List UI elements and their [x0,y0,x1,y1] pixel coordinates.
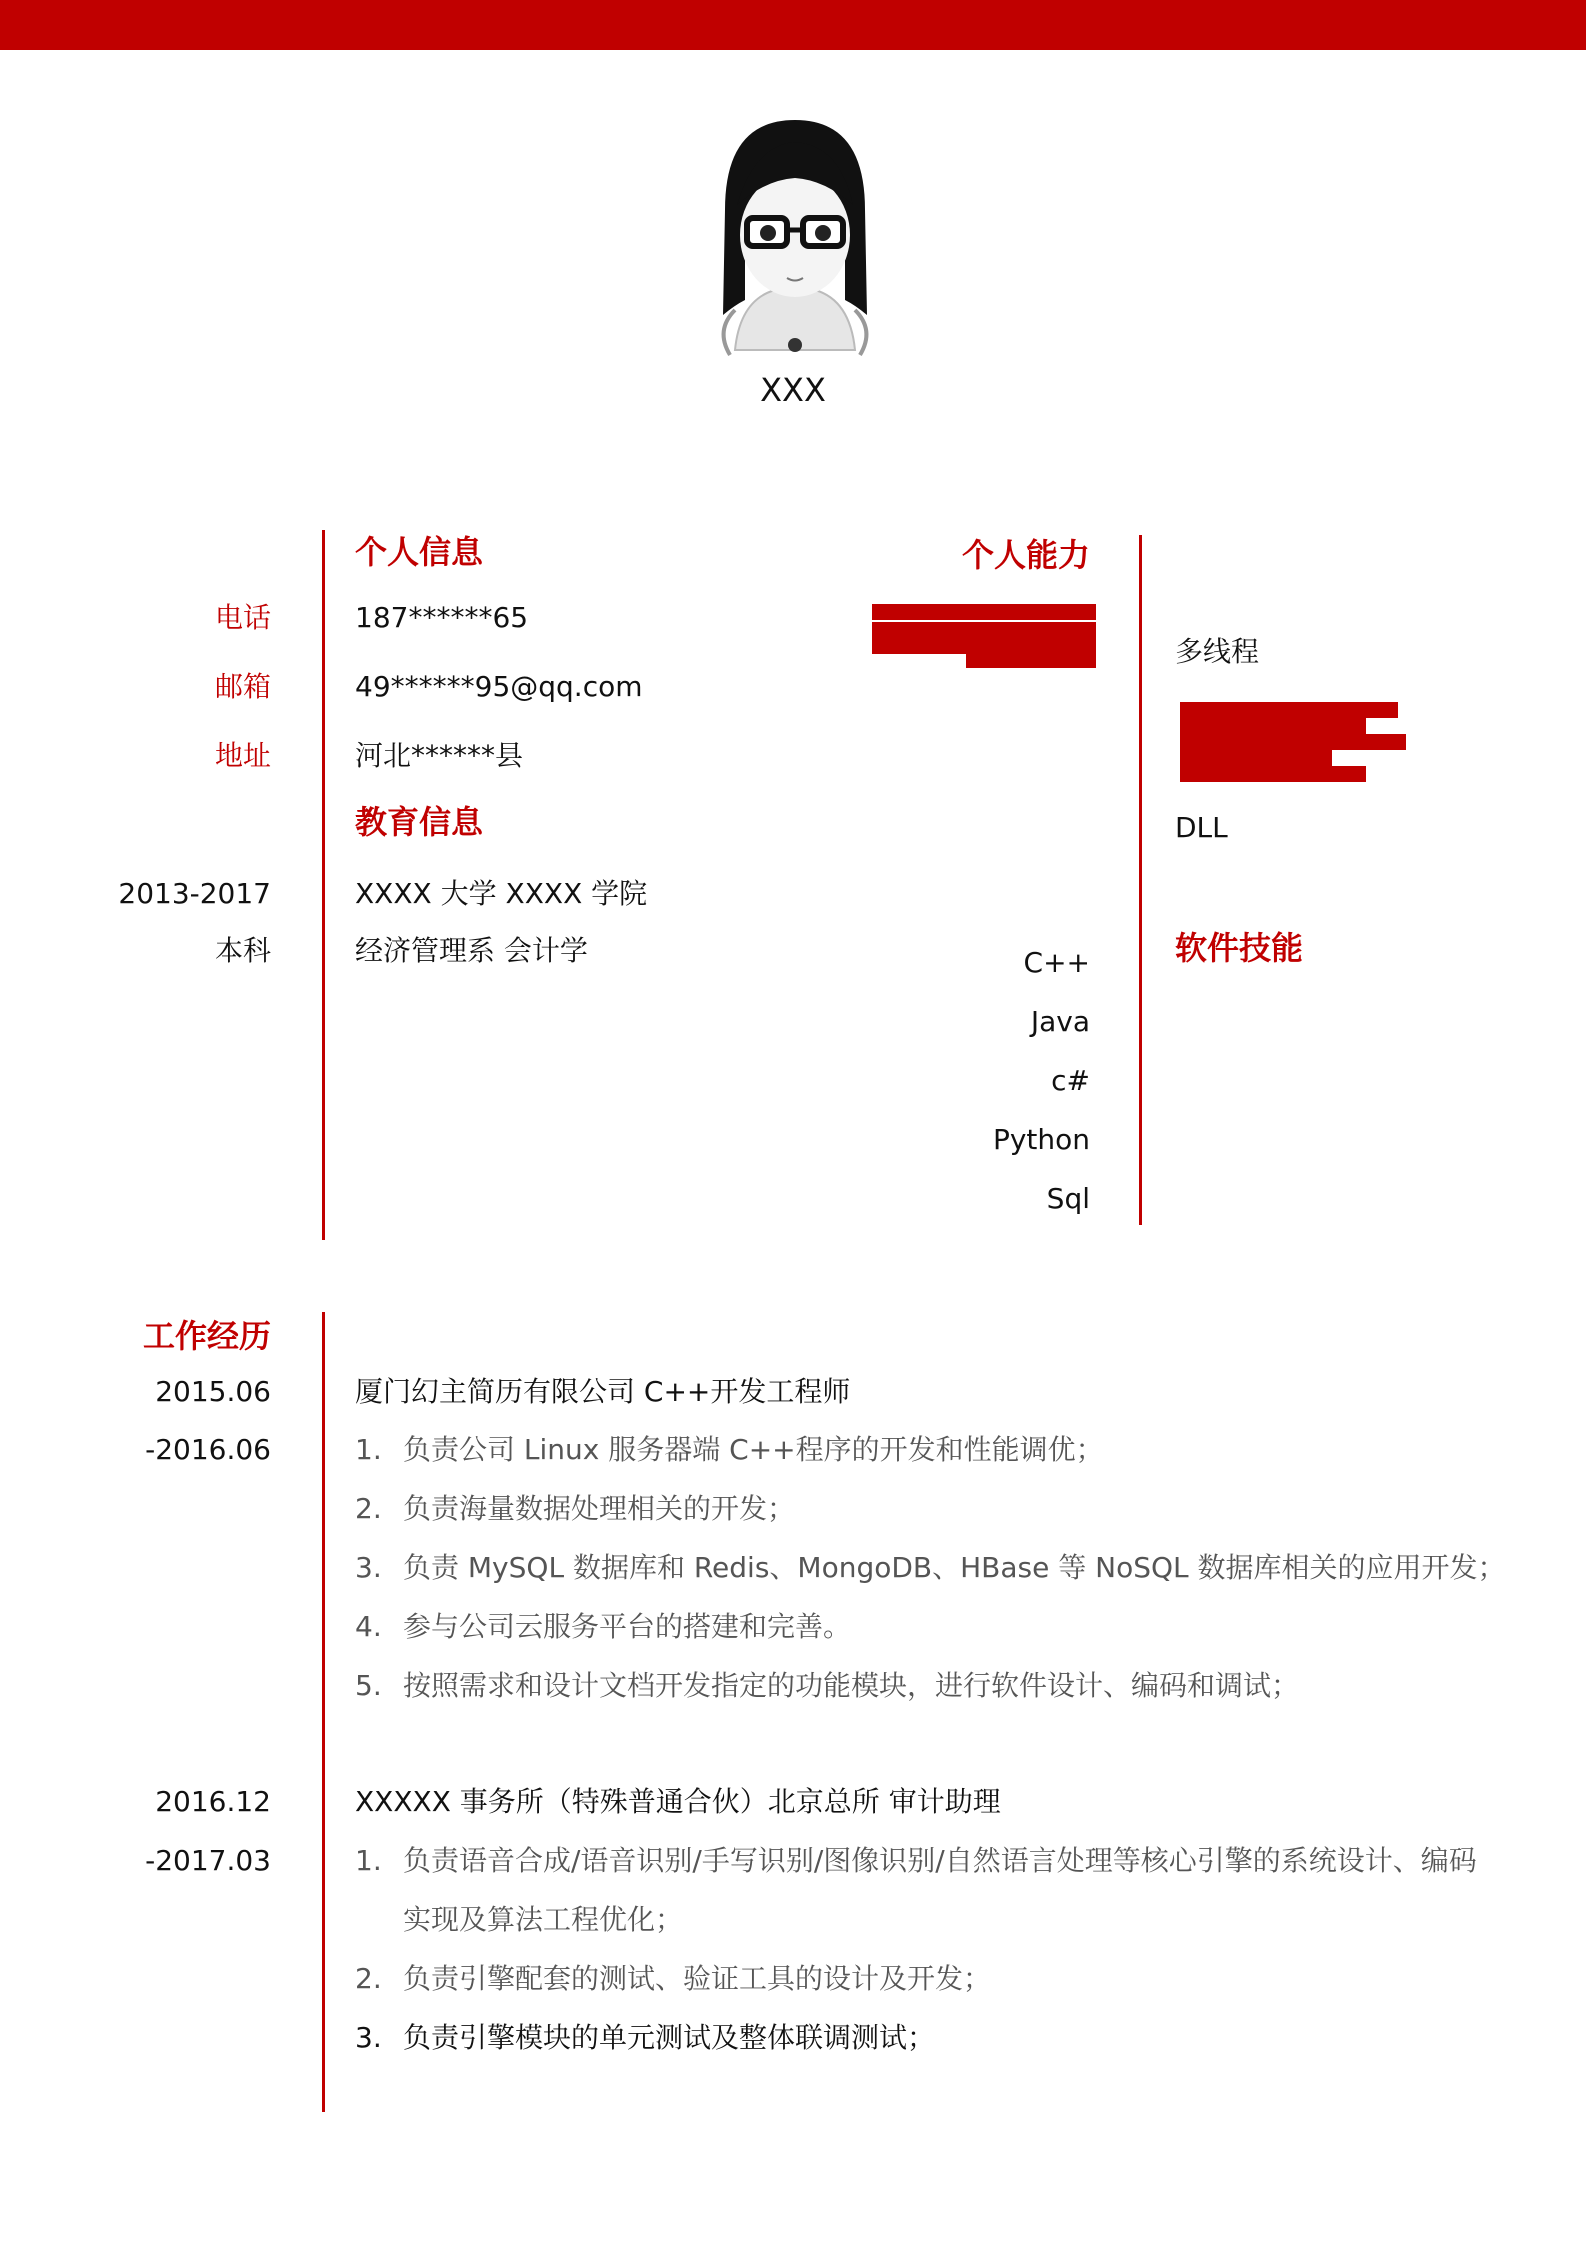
top-accent-bar [0,0,1586,50]
redaction-block [1180,702,1398,718]
duty-text: 负责引擎模块的单元测试及整体联调测试； [403,2021,936,2054]
software-item: Python [992,1123,1090,1156]
email-label: 邮箱 [214,670,271,703]
left-divider-bottom [322,1312,325,2112]
redaction-block [1180,750,1332,766]
address-label: 地址 [214,739,271,772]
duty-text: 参与公司云服务平台的搭建和完善。 [403,1610,852,1643]
job-duty [355,1432,1104,1468]
duty-text: 按照需求和设计文档开发指定的功能模块，进行软件设计、编码和调试； [403,1669,1300,1702]
software-list [900,945,1090,1225]
redaction-block [1180,766,1366,782]
phone-label: 电话 [214,601,271,634]
duty-text: 负责 MySQL 数据库和 Redis、MongoDB、HBase 等 NoSQL 数据库相关的应用开发； [403,1551,1506,1584]
duty-number: 4. [355,1610,382,1643]
duty-text: 负责语音合成/语音识别/手写识别/图像识别/自然语言处理等核心引擎的系统设计、编码 [403,1844,1477,1877]
ability-item: DLL [1175,811,1228,844]
ability-item: 多线程 [1175,635,1260,668]
work-heading: 工作经历 [142,1317,271,1355]
education-school: XXXX 大学 XXXX 学院 [355,877,648,910]
personal-info-heading: 个人信息 [355,533,484,571]
job-duty [355,1843,1477,1879]
job-title: 厦门幻主简历有限公司 C++开发工程师 [355,1375,851,1408]
redaction-block [872,622,1096,638]
redaction-block [872,604,1096,620]
candidate-name: XXX [760,371,826,409]
education-heading: 教育信息 [355,803,484,841]
job-start-date: 2015.06 [155,1375,271,1408]
duty-number: 2. [355,1492,382,1525]
redaction-block [966,652,1096,668]
education-major: 经济管理系 会计学 [355,934,588,967]
redaction-block [1180,718,1366,734]
duty-text: 负责引擎配套的测试、验证工具的设计及开发； [403,1962,992,1995]
job-start-date: 2016.12 [155,1785,271,1818]
address-value: 河北******县 [355,739,524,772]
job-duty [355,1491,795,1527]
right-divider [1139,535,1142,1225]
redaction-block [1180,734,1406,750]
duty-number: 2. [355,1962,382,1995]
duty-number: 1. [355,1433,382,1466]
job-end-date: -2016.06 [145,1433,271,1466]
software-item: C++ [1023,946,1090,979]
education-degree: 本科 [214,934,271,967]
duty-text: 负责海量数据处理相关的开发； [403,1492,796,1525]
software-item: c# [1051,1064,1090,1097]
abilities-heading: 个人能力 [961,536,1090,574]
education-period: 2013-2017 [118,877,271,910]
job-duty [355,1609,851,1645]
job-duty [355,1550,1506,1586]
job-duty [355,1668,1299,1704]
left-divider-top [322,530,325,1240]
job-duty [355,1961,991,1997]
job-duty [355,1902,683,1938]
software-heading: 软件技能 [1175,929,1304,967]
phone-value: 187******65 [355,601,529,634]
duty-number: 3. [355,2021,382,2054]
software-item: Java [1030,1005,1090,1038]
email-value: 49******95@qq.com [355,670,643,703]
duty-text: 实现及算法工程优化； [403,1903,684,1936]
job-title: XXXXX 事务所（特殊普通合伙）北京总所 审计助理 [355,1785,1001,1818]
duty-number: 3. [355,1551,382,1584]
duty-text: 负责公司 Linux 服务器端 C++程序的开发和性能调优； [403,1433,1104,1466]
duty-number: 5. [355,1669,382,1702]
job-end-date: -2017.03 [145,1844,271,1877]
job-duty [355,2020,935,2056]
software-item: Sql [1046,1182,1090,1215]
duty-number: 1. [355,1844,382,1877]
avatar [695,100,895,365]
